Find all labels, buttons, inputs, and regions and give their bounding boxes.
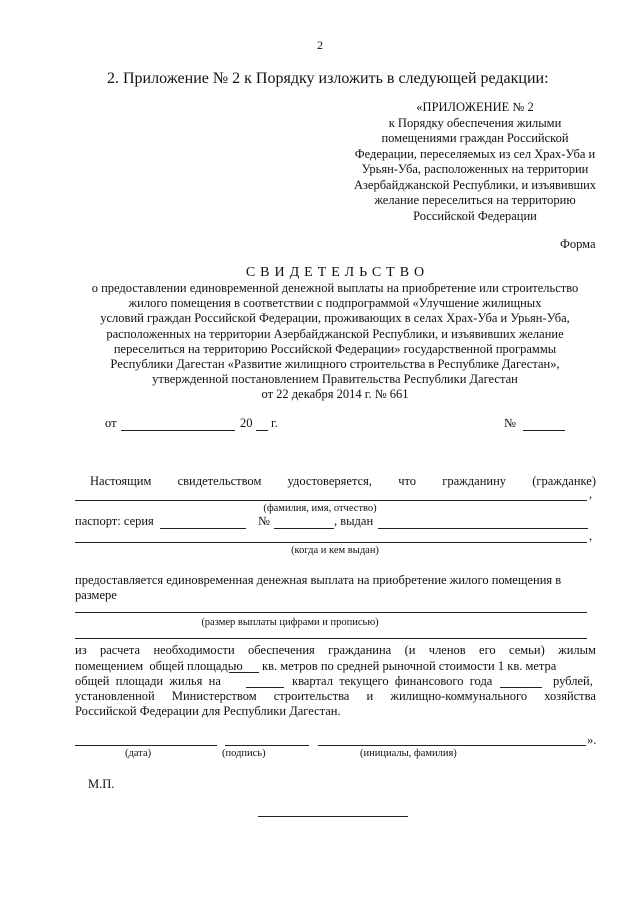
issued-caption: (когда и кем выдан) [291, 545, 379, 556]
description-line: переселиться на территорию Российской Федерации» государственной программы [113, 341, 557, 356]
calc-word: строительства [273, 689, 350, 703]
calc-word: (и [404, 643, 416, 657]
calc-word: членов [428, 643, 466, 657]
year-suffix: г. [271, 416, 278, 430]
issued-blank[interactable] [378, 528, 588, 529]
appendix-line: помещениями граждан Российской [381, 131, 569, 145]
description-line: Республики Дагестан «Развитие жилищного строительства в Республике Дагестан», [110, 357, 560, 372]
calc-word: Министерством [171, 689, 257, 703]
payment-line-2: размере [75, 588, 117, 602]
issued-label: , выдан [334, 514, 374, 528]
year-blank[interactable] [256, 430, 268, 431]
certificate-description [40, 281, 630, 403]
fio-caption: (фамилия, имя, отчество) [263, 503, 377, 514]
calc-line-2a: помещением общей площадью [75, 659, 243, 673]
appendix-line: Азербайджанской Республики, и изъявивших [353, 177, 597, 192]
intro-word: удостоверяется, [287, 474, 372, 488]
appendix-line: Урьян-Уба, расположенных на территории [361, 162, 589, 176]
calc-word: и [366, 689, 374, 703]
date-caption: (дата) [125, 748, 152, 759]
year-prefix: 20 [240, 416, 253, 430]
certificate-title: СВИДЕТЕЛЬСТВО [245, 265, 430, 280]
calc-word: необходимости [153, 643, 235, 657]
calc-word: установленной [75, 689, 155, 703]
appendix-line: Федерации, переселяемых из сел Храх-Уба и [354, 146, 596, 161]
passport-number-blank[interactable] [274, 528, 334, 529]
closing-quote: ». [587, 733, 597, 747]
intro-word: (гражданке) [532, 474, 596, 488]
description-line: о предоставлении единовременной денежной выплаты на приобретение или строительство [91, 281, 579, 295]
calc-word: хозяйства [544, 689, 596, 703]
calc-word: жилищно-коммунального [390, 689, 528, 703]
intro-word: гражданину [442, 474, 507, 488]
calc-line-4 [75, 689, 596, 704]
signature-blank[interactable] [225, 745, 309, 746]
calc-line-1 [75, 643, 596, 658]
intro-word: что [398, 474, 417, 488]
signature-caption: (подпись) [222, 748, 266, 759]
passport-series-blank[interactable] [160, 528, 246, 529]
calc-word: обеспечения [248, 643, 315, 657]
calc-line-3c: рублей, [553, 674, 593, 688]
calc-word: из [75, 643, 87, 657]
description-line: жилого помещения в соответствии с подпрограммой «Улучшение жилищных [128, 296, 542, 311]
quarter-blank[interactable] [246, 687, 284, 688]
section-heading: 2. Приложение № 2 к Порядку изложить в следующей редакции: [107, 70, 549, 87]
amount-caption: (размер выплаты цифрами и прописью) [201, 617, 379, 628]
passport-number-sign: № [258, 514, 270, 528]
number-sign: № [504, 416, 516, 430]
calc-word: жилым [558, 643, 596, 657]
appendix-line: «ПРИЛОЖЕНИЕ № 2 [416, 100, 534, 114]
calc-line-3a: общей площади жилья на [75, 674, 221, 688]
fio-blank[interactable] [75, 500, 587, 501]
appendix-line: желание переселиться на территорию [374, 193, 576, 207]
description-line: расположенных на территории Азербайджанской Республики, и изъявивших желание [106, 326, 564, 341]
stamp-label: М.П. [88, 777, 115, 791]
calc-line-3b: квартал текущего финансового года [292, 674, 493, 688]
description-line: от 22 декабря 2014 г. № 661 [261, 387, 409, 402]
end-rule [258, 816, 408, 817]
intro-word: свидетельством [177, 474, 262, 488]
calc-word: расчета [99, 643, 141, 657]
calc-line-5: Российской Федерации для Республики Дагестан. [75, 704, 341, 718]
year-value-blank[interactable] [500, 687, 542, 688]
amount-blank[interactable] [75, 612, 587, 613]
form-label: Форма [560, 237, 596, 251]
date-signature-blank[interactable] [75, 745, 217, 746]
date-blank[interactable] [121, 430, 235, 431]
description-line: условий граждан Российской Федерации, проживающих в селах Храх-Уба и Урьян-Уба, [100, 311, 570, 326]
appendix-header [330, 100, 620, 224]
initials-blank[interactable] [318, 745, 586, 746]
issued-comma: , [589, 529, 593, 543]
intro-word: Настоящим [90, 474, 152, 488]
date-from-label: от [105, 416, 117, 430]
calc-word: гражданина [328, 643, 392, 657]
appendix-line: Российской Федерации [413, 208, 537, 223]
calc-line-2b: кв. метров по средней рыночной стоимости 1 кв. метра [262, 659, 557, 673]
payment-line-1: предоставляется единовременная денежная выплата на приобретение жилого помещения в [75, 573, 562, 587]
calc-word: семьи) [509, 643, 545, 657]
fio-comma: , [589, 487, 593, 501]
page-number: 2 [317, 38, 323, 52]
appendix-line: к Порядку обеспечения жилыми [388, 115, 562, 130]
calc-word: его [479, 643, 496, 657]
issued-blank-2[interactable] [75, 542, 587, 543]
initials-caption: (инициалы, фамилия) [360, 748, 457, 759]
amount-blank-2[interactable] [75, 638, 587, 639]
passport-series-label: паспорт: серия [75, 514, 154, 528]
intro-line [90, 474, 596, 489]
number-blank[interactable] [523, 430, 565, 431]
area-blank[interactable] [229, 672, 259, 673]
description-line: утвержденной постановлением Правительства Республики Дагестан [152, 372, 518, 387]
